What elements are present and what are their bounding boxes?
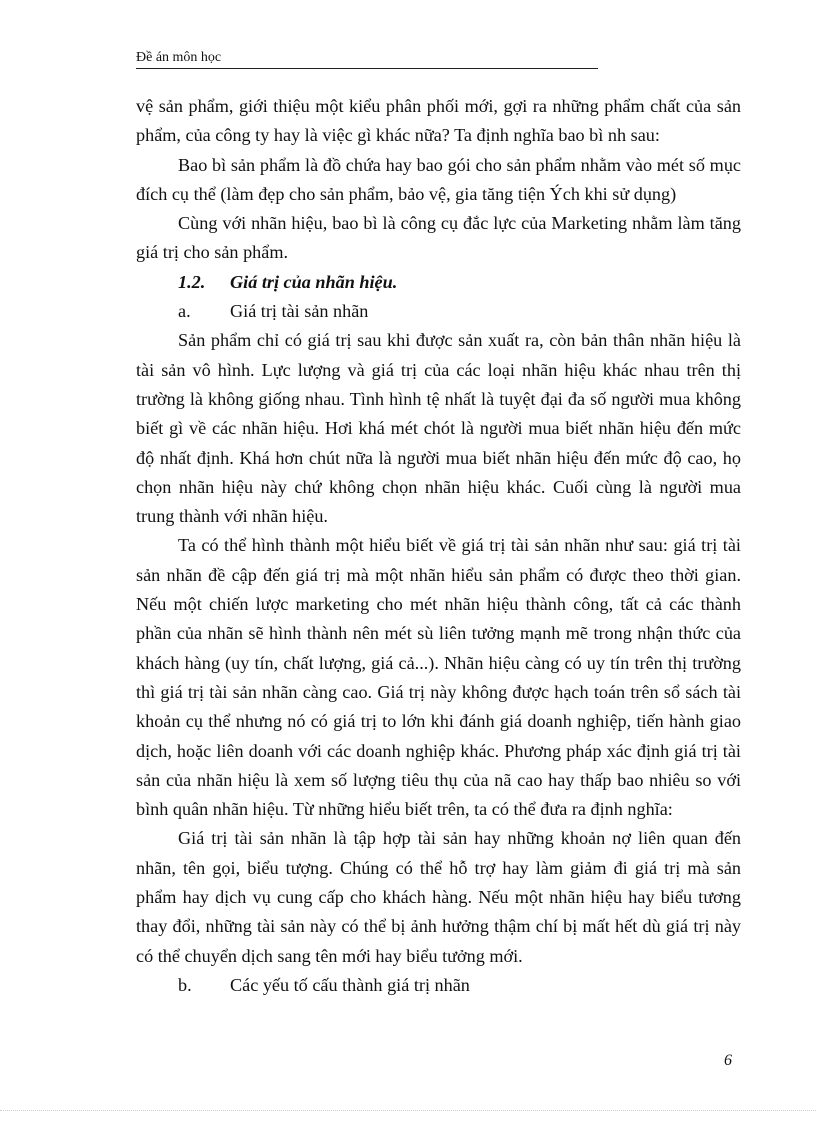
paragraph: Cùng với nhãn hiệu, bao bì là công cụ đắc lực của Marketing nhằm làm tăng giá trị cho sản phẩm. [136,213,741,263]
header-title: Đề án môn học [136,50,222,65]
section-heading [136,268,741,297]
subsection-label: b. [178,974,192,995]
subsection-title: Giá trị tài sản nhãn [230,301,369,322]
document-body [136,92,741,1000]
subsection-label: a. [178,301,191,322]
paragraph: Bao bì sản phẩm là đồ chứa hay bao gói cho sản phẩm nhằm vào mét số mục đích cụ thể (làm đẹp cho sản phẩm, bảo vệ, gia tăng tiện Ých khi sử dụng) [136,154,741,204]
paragraph: Giá trị tài sản nhãn là tập hợp tài sản hay những khoản nợ liên quan đến nhãn, tên gọi, biểu tượng. Chúng có thể hỗ trợ hay làm giảm đi giá trị mà sản phẩm hay dịch vụ cung cấp cho khách hàng. Nếu một nhãn hiệu hay biểu tương thay đổi, những tài sản này có thể bị ảnh hưởng thậm chí bị mất hết dù giá trị này có thể chuyển dịch sang tên mới hay biểu tưởng mới. [136,828,741,966]
subsection-title: Các yếu tố cấu thành giá trị nhãn [230,974,470,995]
page-header [136,50,598,69]
section-number: 1.2. [178,271,206,292]
page-bottom-divider [0,1110,816,1111]
paragraph: Sản phẩm chỉ có giá trị sau khi được sản xuất ra, còn bản thân nhãn hiệu là tài sản vô hình. Lực lượng và giá trị của các loại nhãn hiệu khác nhau trên thị trường là không giống nhau. Tình hình tệ nhất là tuyệt đại đa số người mua không biết gì về các nhãn hiệu. Hơi khá mét chót là người mua biết nhãn hiệu đến mức độ nhất định. Khá hơn chút nữa là người mua biết nhãn hiệu đến mức độ cao, họ chọn nhãn hiệu này chứ không chọn nhãn hiệu khác. Cuối cùng là người mua trung thành với nhãn hiệu. [136,330,741,527]
paragraph: Ta có thể hình thành một hiểu biết về giá trị tài sản nhãn như sau: giá trị tài sản nhãn đề cập đến giá trị mà một nhãn hiểu sản phẩm có được theo thời gian. Nếu một chiến lược marketing cho mét nhãn hiệu thành công, tất cả các thành phần của nhãn sẽ hình thành nên mét sù liên tưởng mạnh mẽ trong nhận thức của khách hàng (uy tín, chất lượng, giá cả...). Nhãn hiệu càng có uy tín trên thị trường thì giá trị tài sản nhãn càng cao. Giá trị này không được hạch toán trên sổ sách tài khoản cụ thể nhưng nó có giá trị to lớn khi đánh giá doanh nghiệp, tiến hành giao dịch, hoặc liên doanh với các doanh nghiệp khác. Phương pháp xác định giá trị tài sản của nhãn hiệu là xem số lượng tiêu thụ của nã cao hay thấp bao nhiêu so với bình quân nhãn hiệu. Từ những hiểu biết trên, ta có thể đưa ra định nghĩa: [136,535,741,820]
page-number: 6 [724,1052,732,1069]
subsection-a [136,297,741,326]
paragraph: vệ sản phẩm, giới thiệu một kiểu phân phối mới, gợi ra những phẩm chất của sản phẩm, của công ty hay là việc gì khác nữa? Ta định nghĩa bao bì nh sau: [136,96,741,146]
subsection-b [136,971,741,1000]
section-title: Giá trị của nhãn hiệu. [230,271,398,292]
